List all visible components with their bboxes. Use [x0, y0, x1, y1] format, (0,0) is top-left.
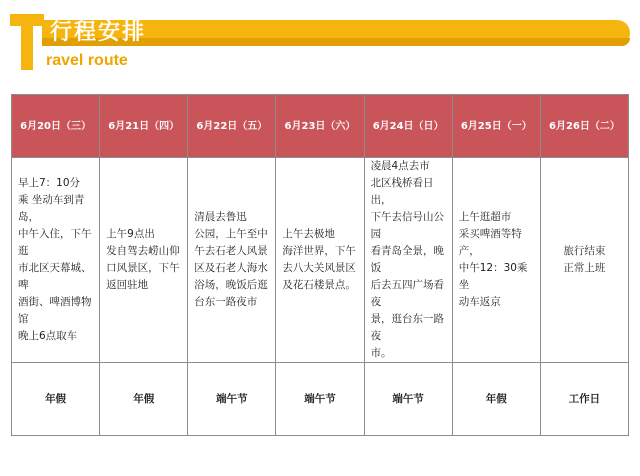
date-cell: 6月20日（三） — [12, 95, 100, 158]
activity-cell: 上午9点出 发自驾去崂山仰 口风景区，下午 返回驻地 — [100, 158, 188, 363]
day-type-row — [12, 363, 629, 436]
day-type-cell: 端午节 — [364, 363, 452, 436]
day-type-cell: 工作日 — [540, 363, 628, 436]
day-type-cell: 端午节 — [188, 363, 276, 436]
day-type-cell: 年假 — [12, 363, 100, 436]
activity-cell: 上午逛超市 采买啤酒等特产， 中午12：30乘坐 动车返京 — [452, 158, 540, 363]
date-cell: 6月22日（五） — [188, 95, 276, 158]
day-type-cell: 端午节 — [276, 363, 364, 436]
page-header — [0, 0, 640, 80]
activity-cell: 旅行结束 正常上班 — [540, 158, 628, 363]
activity-cell: 清晨去鲁迅 公园，上午至中 午去石老人风景 区及石老人海水 浴场，晚饭后逛 台东一路夜市 — [188, 158, 276, 363]
activity-row — [12, 158, 629, 363]
activity-cell: 上午去极地 海洋世界，下午 去八大关风景区 及花石楼景点。 — [276, 158, 364, 363]
date-row — [12, 95, 629, 158]
date-cell: 6月25日（一） — [452, 95, 540, 158]
date-cell: 6月24日（日） — [364, 95, 452, 158]
schedule-table — [11, 94, 629, 436]
t-logo-icon — [10, 14, 44, 70]
page-title: 行程安排 — [50, 20, 147, 45]
activity-cell: 早上7：10分 乘 坐动车到青岛， 中午入住，下午逛 市北区天幕城、啤 酒街、啤酒博物馆 晚上6点取车 — [12, 158, 100, 363]
date-cell: 6月26日（二） — [540, 95, 628, 158]
day-type-cell: 年假 — [100, 363, 188, 436]
date-cell: 6月21日（四） — [100, 95, 188, 158]
page-subtitle: ravel route — [46, 52, 128, 69]
date-cell: 6月23日（六） — [276, 95, 364, 158]
day-type-cell: 年假 — [452, 363, 540, 436]
activity-cell: 凌晨4点去市 北区栈桥看日出， 下午去信号山公园 看青岛全景，晚饭 后去五四广场看夜 景，逛台东一路夜 市。 — [364, 158, 452, 363]
